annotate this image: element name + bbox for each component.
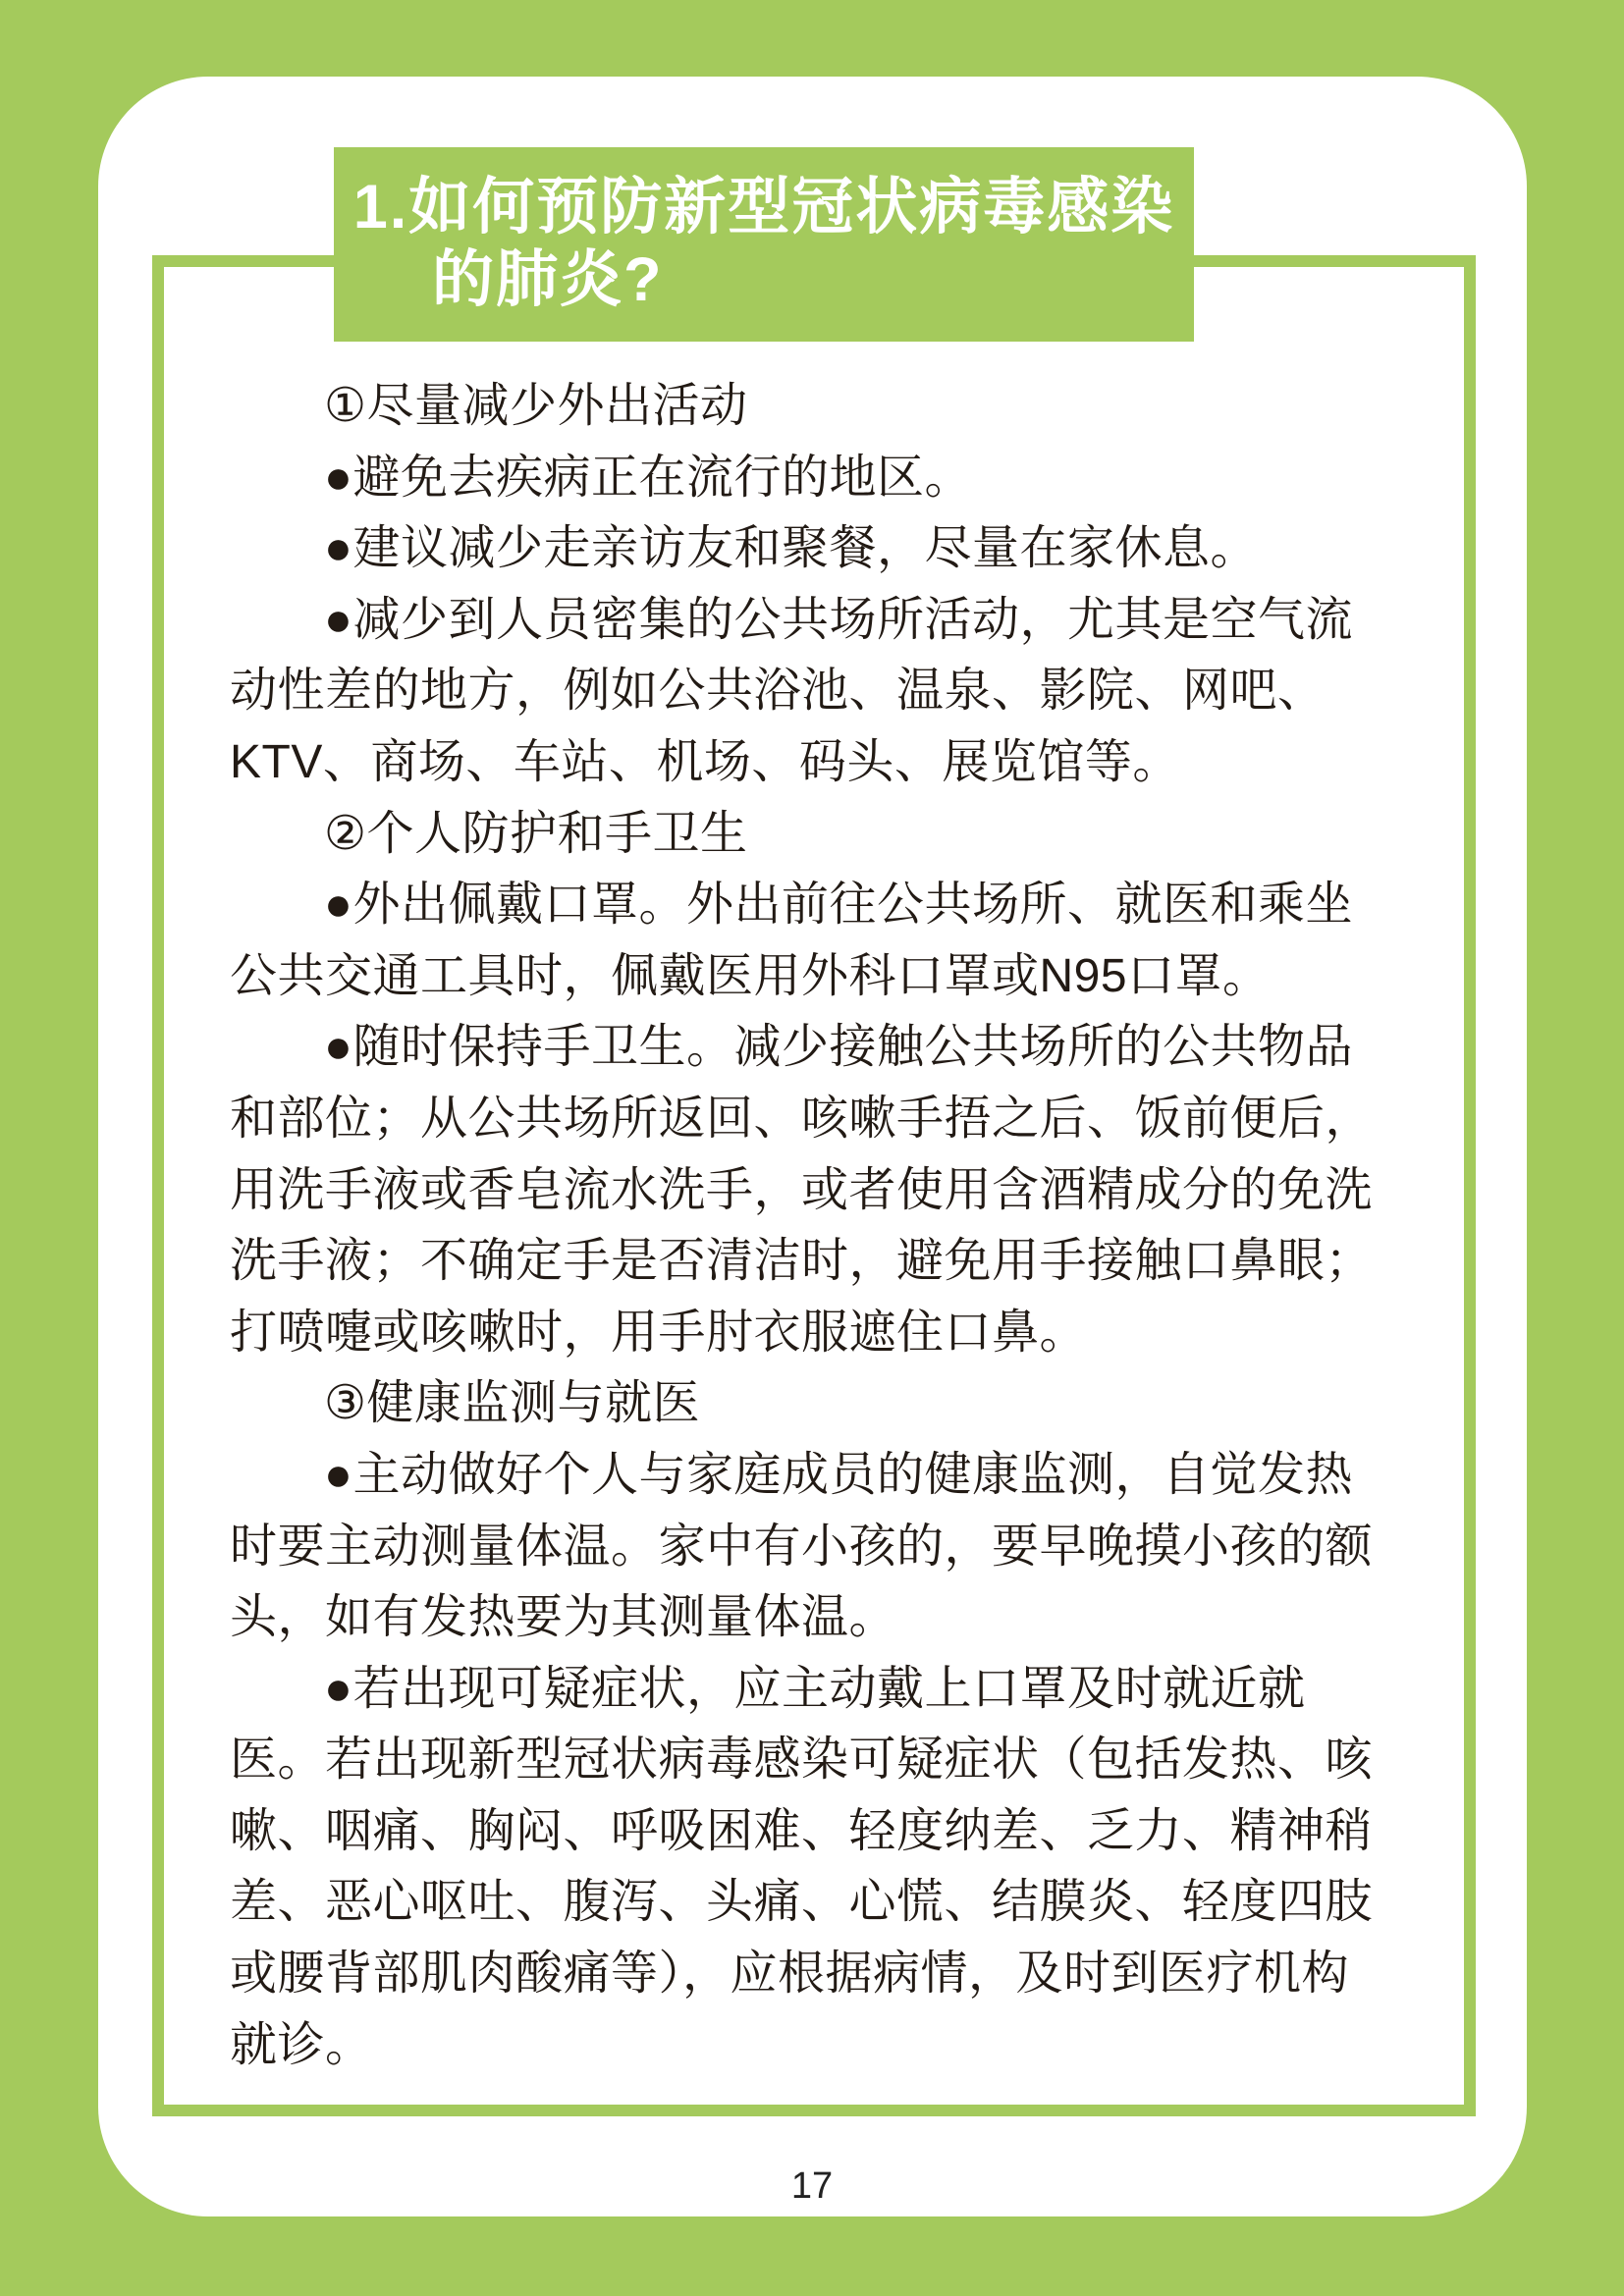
body-text-line: 嗽、咽痛、胸闷、呼吸困难、轻度纳差、乏力、精神稍 [230, 1804, 1374, 1857]
body-text-line: ②个人防护和手卫生 [324, 807, 748, 860]
body-text-line: 和部位；从公共场所返回、咳嗽手捂之后、饭前便后， [230, 1092, 1374, 1145]
body-text-line: ●随时保持手卫生。减少接触公共场所的公共物品 [324, 1021, 1353, 1074]
body-text-line: 差、恶心呕吐、腹泻、头痛、心慌、结膜炎、轻度四肢 [230, 1876, 1374, 1929]
body-text-line: ●避免去疾病正在流行的地区。 [324, 451, 972, 504]
body-text-line: ①尽量减少外出活动 [324, 380, 748, 432]
body-text-line: 公共交通工具时，佩戴医用外科口罩或N95口罩。 [230, 949, 1271, 1002]
body-text-line: 动性差的地方，例如公共浴池、温泉、影院、网吧、 [230, 665, 1326, 718]
body-text-line: ●外出佩戴口罩。外出前往公共场所、就医和乘坐 [324, 879, 1353, 932]
page-number: 17 [790, 2165, 834, 2207]
body-text-line: 打喷嚏或咳嗽时，用手肘衣服遮住口鼻。 [230, 1306, 1088, 1359]
body-text-line: ③健康监测与就医 [324, 1377, 701, 1430]
body-text-line: 就诊。 [230, 2018, 373, 2071]
body-text-line: 用洗手液或香皂流水洗手，或者使用含酒精成分的免洗 [230, 1163, 1374, 1216]
body-text [230, 371, 1418, 2081]
body-text-line: 头，如有发热要为其测量体温。 [230, 1591, 897, 1644]
title-line-2: 的肺炎? [432, 245, 664, 314]
body-text-line: 或腰背部肌肉酸痛等），应根据病情，及时到医疗机构 [230, 1948, 1350, 2001]
body-text-line: ●若出现可疑症状，应主动戴上口罩及时就近就 [324, 1662, 1306, 1715]
title-line-1: 1.如何预防新型冠状病毒感染 [352, 173, 1175, 241]
body-text-line: ●主动做好个人与家庭成员的健康监测，自觉发热 [324, 1448, 1353, 1501]
body-text-line: ●减少到人员密集的公共场所活动，尤其是空气流 [324, 593, 1353, 646]
body-text-line: 时要主动测量体温。家中有小孩的，要早晚摸小孩的额 [230, 1520, 1374, 1573]
title-banner [334, 147, 1194, 342]
body-text-line: 洗手液；不确定手是否清洁时，避免用手接触口鼻眼； [230, 1235, 1374, 1288]
body-text-line: ●建议减少走亲访友和聚餐，尽量在家休息。 [324, 522, 1258, 575]
body-text-line: 医。若出现新型冠状病毒感染可疑症状（包括发热、咳 [230, 1734, 1374, 1787]
body-text-line: KTV、商场、车站、机场、码头、展览馆等。 [230, 735, 1180, 788]
